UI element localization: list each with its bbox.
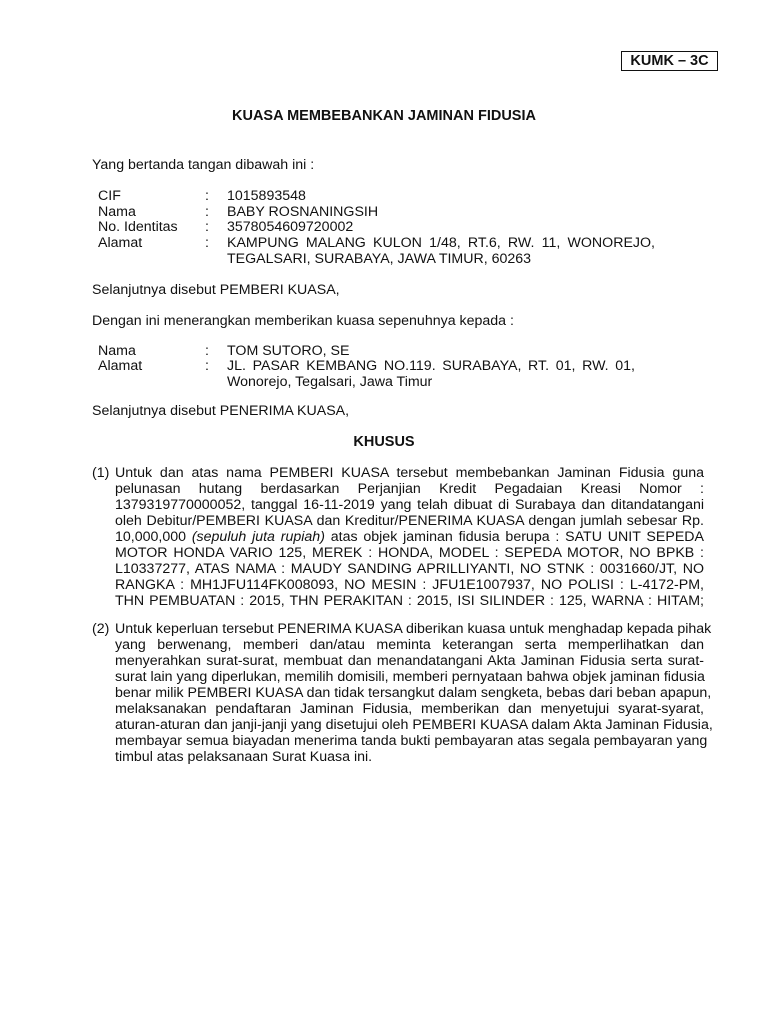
clause-2-line: surat lain yang diperlukan, memilih domisili, memberi pernyataan bahwa objek jaminan fidusia [115, 669, 705, 685]
clause-2-line: timbul atas pelaksanaan Surat Kuasa ini. [115, 749, 373, 765]
name-value: BABY ROSNANINGSIH [227, 204, 379, 220]
cif-label: CIF [98, 188, 121, 204]
colon: : [205, 343, 209, 359]
clause-2-line: benar milik PEMBERI KUASA dan tidak tersangkut dalam sengketa, bebas dari beban apapun, [115, 685, 712, 701]
grantee-address-label: Alamat [98, 358, 143, 374]
clause-2-line: aturan-aturan dan janji-janji yang disetujui oleh PEMBERI KUASA dalam Akta Jaminan Fidusia, [115, 717, 713, 733]
cif-value: 1015893548 [227, 188, 306, 204]
clause-2-line: yang berwenang, memberi dan/atau meminta keterangan serta memperlihatkan dan [115, 637, 704, 653]
colon: : [205, 188, 209, 204]
colon: : [205, 204, 209, 220]
grantee-reference: Selanjutnya disebut PENERIMA KUASA, [92, 403, 350, 419]
clause-1-line: MOTOR HONDA VARIO 125, MEREK : HONDA, MODEL : SEPEDA MOTOR, NO BPKB : [115, 545, 704, 561]
id-value: 3578054609720002 [227, 219, 354, 235]
colon: : [205, 358, 209, 374]
clause-1-line: THN PEMBUATAN : 2015, THN PERAKITAN : 2015, ISI SILINDER : 125, WARNA : HITAM; [115, 593, 704, 609]
colon: : [205, 235, 209, 251]
address-line-1: KAMPUNG MALANG KULON 1/48, RT.6, RW. 11, WONOREJO, [227, 235, 655, 251]
name-label: Nama [98, 204, 136, 220]
address-line-2: TEGALSARI, SURABAYA, JAWA TIMUR, 60263 [227, 251, 532, 267]
clause-2-text [115, 621, 713, 765]
amount-in-words: (sepuluh juta rupiah) [191, 529, 325, 545]
statement-text: Dengan ini menerangkan memberikan kuasa sepenuhnya kepada : [92, 313, 514, 329]
clause-1-text [115, 465, 704, 609]
clause-1-line: oleh Debitur/PEMBERI KUASA dan Kreditur/PENERIMA KUASA dengan jumlah sebesar Rp. [115, 513, 704, 529]
colon: : [205, 219, 209, 235]
address-label: Alamat [98, 235, 143, 251]
clause-2-number: (2) [92, 621, 110, 637]
grantee-name-label: Nama [98, 343, 136, 359]
amount-suffix: atas objek jaminan fidusia berupa : SATU UNIT SEPEDA [324, 529, 704, 545]
form-code-box: KUMK – 3C [621, 51, 718, 71]
clause-1-line: RANGKA : MH1JFU114FK008093, NO MESIN : JFU1E1007937, NO POLISI : L-4172-PM, [115, 577, 704, 593]
document-title: KUASA MEMBEBANKAN JAMINAN FIDUSIA [232, 108, 536, 124]
clause-1-line: pelunasan hutang berdasarkan Perjanjian Kredit Pegadaian Kreasi Nomor : [115, 481, 704, 497]
clause-2-line: melaksanakan pendaftaran Jaminan Fidusia, memberikan dan menyetujui syarat-syarat, [115, 701, 704, 717]
amount-figure: 10,000,000 [115, 529, 192, 545]
grantor-reference: Selanjutnya disebut PEMBERI KUASA, [92, 282, 340, 298]
grantee-address-line-2: Wonorejo, Tegalsari, Jawa Timur [227, 374, 433, 390]
clause-1-line-amount [115, 529, 704, 545]
section-heading-khusus: KHUSUS [353, 434, 415, 450]
grantee-address-line-1: JL. PASAR KEMBANG NO.119. SURABAYA, RT. 01, RW. 01, [227, 358, 635, 374]
clause-2-line: membayar semua biayadan menerima tanda bukti pembayaran atas segala pembayaran yang [115, 733, 708, 749]
clause-2-line: menyerahkan surat-surat, membuat dan menandatangani Akta Jaminan Fidusia serta surat- [115, 653, 704, 669]
intro-text: Yang bertanda tangan dibawah ini : [92, 157, 315, 173]
grantee-name-value: TOM SUTORO, SE [227, 343, 350, 359]
clause-1-number: (1) [92, 465, 110, 481]
id-label: No. Identitas [98, 219, 178, 235]
clause-1-line: 1379319770000052, tanggal 16-11-2019 yang telah dibuat di Surabaya dan ditandatangani [115, 497, 704, 513]
clause-2-line: Untuk keperluan tersebut PENERIMA KUASA diberikan kuasa untuk menghadap kepada pihak [115, 621, 712, 637]
clause-1-line: L10337277, ATAS NAMA : MAUDY SANDING APRILLIYANTI, NO STNK : 0031660/JT, NO [115, 561, 704, 577]
clause-1-line: Untuk dan atas nama PEMBERI KUASA tersebut membebankan Jaminan Fidusia guna [115, 465, 704, 481]
